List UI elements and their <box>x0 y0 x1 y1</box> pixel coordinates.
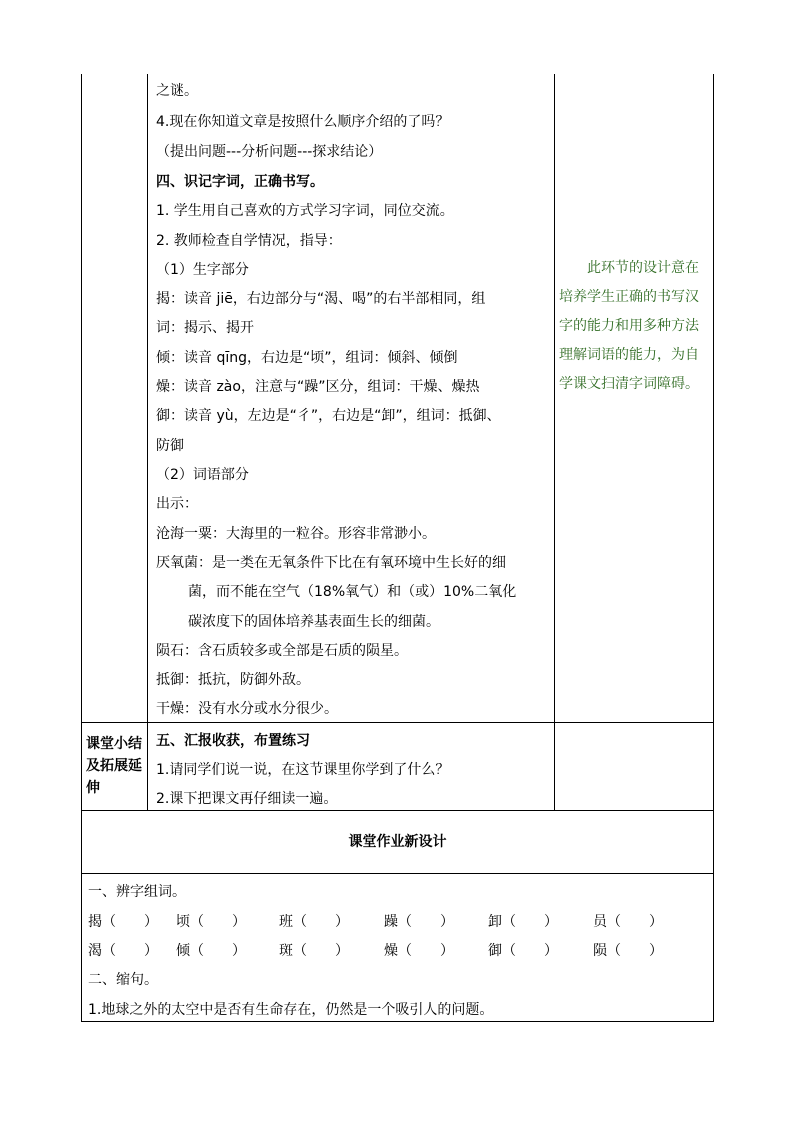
text-line: 词：揭示、揭开 <box>156 320 254 336</box>
homework-question: 1.地球之外的太空中是否有生命存在，仍然是一个吸引人的问题。 <box>88 1002 494 1018</box>
row-divider-homework-title <box>81 810 714 811</box>
word-blank: 倾（ ） <box>176 943 246 959</box>
text-line: 厌氧菌：是一类在无氧条件下比在有氧环境中生长好的细 <box>156 555 506 571</box>
table-border-bottom <box>81 1021 714 1022</box>
column-divider-note <box>554 74 555 810</box>
homework-part1-title: 一、辨字组词。 <box>88 884 186 900</box>
text-line: 陨石：含石质较多或全部是石质的陨星。 <box>156 643 408 659</box>
text-line: 防御 <box>156 438 184 454</box>
text-line: （2）词语部分 <box>156 467 249 483</box>
text-line: 抵御：抵抗，防御外敌。 <box>156 672 310 688</box>
section-heading: 四、识记字词，正确书写。 <box>156 174 324 190</box>
text-line: 出示： <box>156 496 198 512</box>
design-note: 此环节的设计意在培养学生正确的书写汉字的能力和用多种方法理解词语的能力，为自学课文扫清字词障碍。 <box>559 260 699 392</box>
word-blank: 揭（ ） <box>88 914 158 930</box>
text-line: 干燥：没有水分或水分很少。 <box>156 701 338 717</box>
row-divider-summary <box>81 722 714 723</box>
summary-section-label: 课堂小结及拓展延伸 <box>86 736 142 796</box>
summary-line: 2.课下把课文再仔细读一遍。 <box>156 791 338 807</box>
summary-heading: 五、汇报收获，布置练习 <box>156 733 310 749</box>
text-line: 燥：读音 zào，注意与“躁”区分，组词：干燥、燥热 <box>156 379 480 395</box>
text-line: （提出问题---分析问题---探求结论） <box>156 144 383 160</box>
row-divider-homework-body <box>81 873 714 874</box>
table-border-left <box>81 74 82 1022</box>
text-line: 倾：读音 qīng，右边是“顷”，组词：倾斜、倾倒 <box>156 350 458 366</box>
word-blank: 陨（ ） <box>593 943 663 959</box>
word-blank: 顷（ ） <box>176 914 246 930</box>
text-line: 御：读音 yù，左边是“彳”，右边是“卸”，组词：抵御、 <box>156 408 501 424</box>
word-blank: 御（ ） <box>488 943 558 959</box>
word-blank: 卸（ ） <box>488 914 558 930</box>
text-line: 之谜。 <box>156 83 198 99</box>
text-line: 碳浓度下的固体培养基表面生长的细菌。 <box>188 614 440 630</box>
homework-row-1 <box>88 914 708 930</box>
text-line: 4.现在你知道文章是按照什么顺序介绍的了吗？ <box>156 114 450 130</box>
summary-line: 1.请同学们说一说，在这节课里你学到了什么？ <box>156 762 450 778</box>
word-blank: 班（ ） <box>279 914 349 930</box>
text-line: 揭：读音 jiē，右边部分与“渴、喝”的右半部相同，组 <box>156 291 486 307</box>
text-line: 沧海一粟：大海里的一粒谷。形容非常渺小。 <box>156 526 436 542</box>
word-blank: 员（ ） <box>593 914 663 930</box>
text-line: 菌，而不能在空气（18%氧气）和（或）10%二氧化 <box>188 584 517 600</box>
text-line: （1）生字部分 <box>156 262 249 278</box>
column-divider-label <box>147 74 148 810</box>
word-blank: 躁（ ） <box>384 914 454 930</box>
homework-title: 课堂作业新设计 <box>348 834 447 850</box>
homework-row-2 <box>88 943 708 959</box>
word-blank: 渴（ ） <box>88 943 158 959</box>
word-blank: 斑（ ） <box>279 943 349 959</box>
text-line: 1. 学生用自己喜欢的方式学习字词，同位交流。 <box>156 203 454 219</box>
homework-part2-title: 二、缩句。 <box>88 972 158 988</box>
word-blank: 燥（ ） <box>384 943 454 959</box>
text-line: 2. 教师检查自学情况，指导： <box>156 233 342 249</box>
table-border-right <box>713 74 714 1022</box>
